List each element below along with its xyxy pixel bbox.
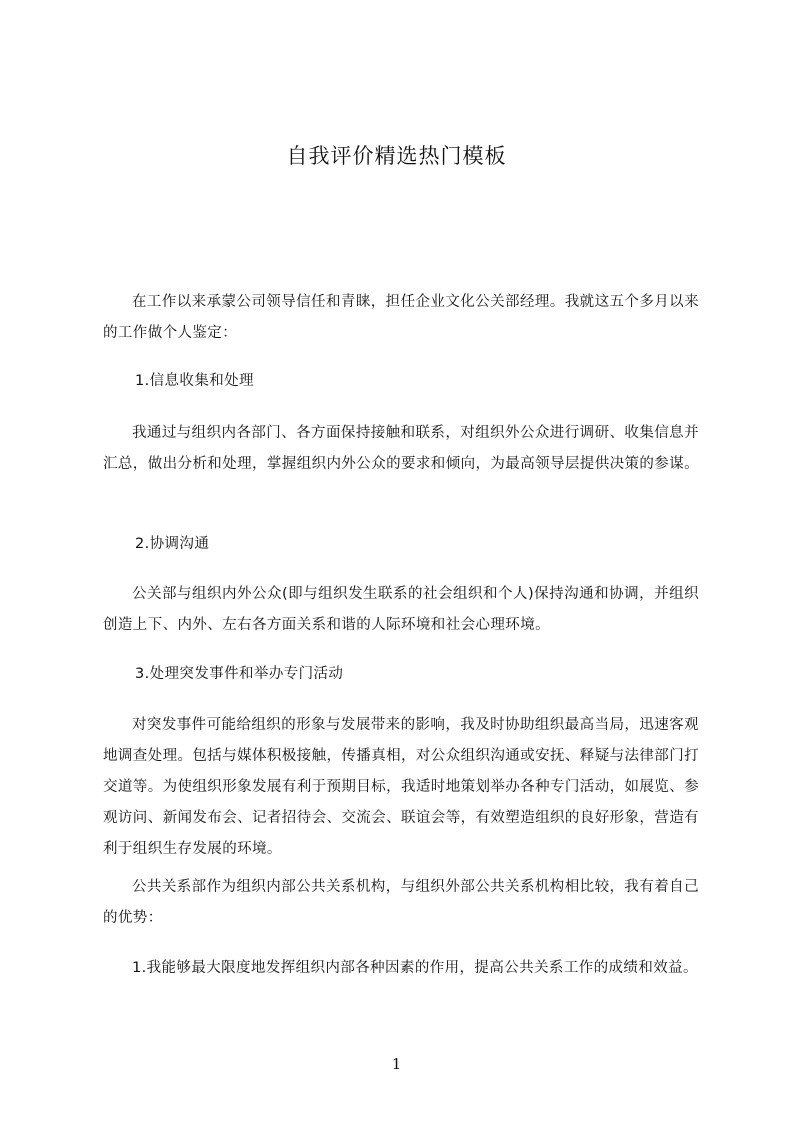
- paragraph-coordination: 公关部与组织内外公众(即与组织发生联系的社会组织和个人)保持沟通和协调，并组织创造上下、内外、左右各方面关系和谐的人际环境和社会心理环境。: [103, 586, 699, 633]
- page-number: 1: [391, 1055, 402, 1073]
- paragraph-advantages: 公共关系部作为组织内部公共关系机构，与组织外部公共关系机构相比较，我有着自己的优势：: [103, 879, 699, 926]
- heading-emergency-events: 3.处理突发事件和举办专门活动: [135, 666, 344, 682]
- paragraph-advantage-1: 1.我能够最大限度地发挥组织内部各种因素的作用，提高公共关系工作的成绩和效益。: [132, 960, 698, 976]
- heading-info-collection: 1.信息收集和处理: [135, 373, 254, 389]
- heading-coordination: 2.协调沟通: [135, 536, 210, 552]
- paragraph-info-collection: 我通过与组织内各部门、各方面保持接触和联系，对组织外公众进行调研、收集信息并汇总，做出分析和处理，掌握组织内外公众的要求和倾向，为最高领导层提供决策的参谋。: [103, 425, 699, 472]
- paragraph-intro: 在工作以来承蒙公司领导信任和青睐，担任企业文化公关部经理。我就这五个多月以来的工作做个人鉴定：: [103, 294, 699, 341]
- document-title: 自我评价精选热门模板: [286, 144, 507, 168]
- paragraph-emergency-events: 对突发事件可能给组织的形象与发展带来的影响，我及时协助组织最高当局，迅速客观地调查处理。包括与媒体积极接触，传播真相，对公众组织沟通或安抚、释疑与法律部门打交道等。为使组织形象发展有利于预期目标，我适时地策划举办各种专门活动，如展览、参观访问、新闻发布会、记者招待会、交流会、联谊会等，有效塑造组织的良好形象，营造有利于组织生存发展的环境。: [103, 717, 699, 857]
